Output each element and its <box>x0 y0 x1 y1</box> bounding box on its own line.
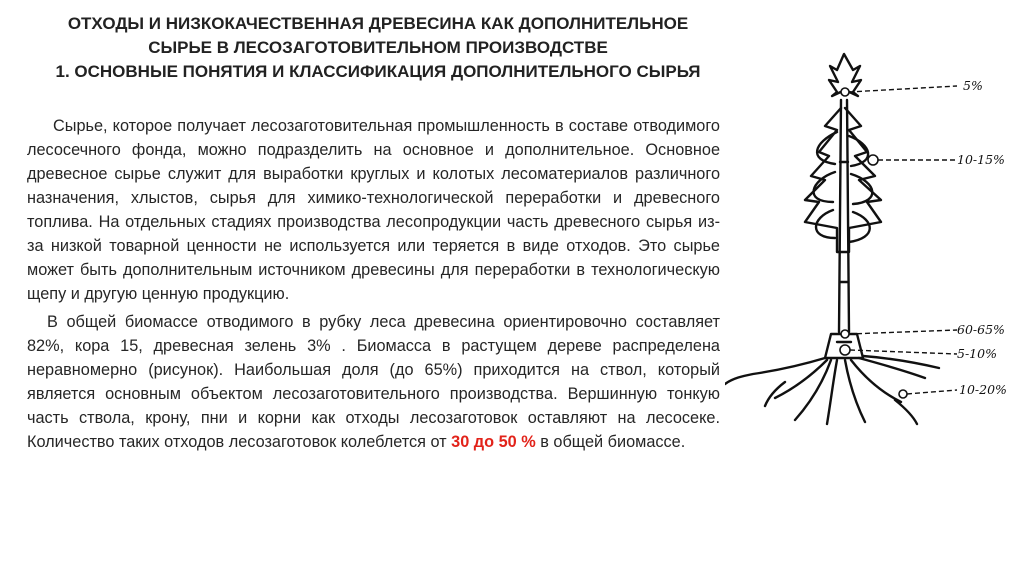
marker-crown <box>868 155 878 165</box>
marker-top <box>841 88 849 96</box>
label-top: 5% <box>963 78 983 93</box>
paragraph-2-tail: в общей биомассе. <box>535 433 686 451</box>
title-line-2: СЫРЬЕ В ЛЕСОЗАГОТОВИТЕЛЬНОМ ПРОИЗВОДСТВЕ <box>148 38 608 57</box>
title-line-3: 1. ОСНОВНЫЕ ПОНЯТИЯ И КЛАССИФИКАЦИЯ ДОПОЛНИТЕЛЬНОГО СЫРЬЯ <box>55 62 701 81</box>
label-crown: 10-15% <box>957 152 1005 167</box>
tree-biomass-diagram <box>725 52 1020 452</box>
paragraph-2-text: В общей биомассе отводимого в рубку леса древесина ориентировочно составляет 82%, кора 15, древесная зелень 3% . Биомасса в растущем дереве распределена неравномерно (рисунок). Наибольшая доля (до 65%) приходится на ствол, который является основным объектом лесозаготовительного производства. Вершинную тонкую часть ствола, крону, пни и корни как отходы лесозаготовок оставляют на лесосеке. Количество таких отходов лесозаготовок колеблется от <box>27 313 720 451</box>
body-text <box>27 114 720 454</box>
tree-roots <box>725 356 939 424</box>
marker-trunk <box>841 330 849 338</box>
tree-trunk <box>839 100 849 332</box>
left-branches <box>814 132 837 238</box>
marker-stump <box>840 345 850 355</box>
marker-roots <box>899 390 907 398</box>
label-trunk: 60-65% <box>957 322 1005 337</box>
paragraph-1: Сырье, которое получает лесозаготовительная промышленность в составе отводимого лесосечного фонда, можно подразделить на основное и дополнительное. Основное древесное сырье служит для выработки круглых и колотых лесоматериалов различного назначения, хлыстов, сырья для химико-технологической переработки и древесного топлива. На отдельных стадиях производства лесопродукции часть древесного сырья из-за низкой товарной ценности не используется или теряется в виде отходов. Это сырье может быть дополнительным источником древесины для переработки в технологическую щепу и другую ценную продукцию. <box>27 117 720 303</box>
title-line-1: ОТХОДЫ И НИЗКОКАЧЕСТВЕННАЯ ДРЕВЕСИНА КАК ДОПОЛНИТЕЛЬНОЕ <box>67 14 689 33</box>
label-stump: 5-10% <box>957 346 997 361</box>
label-roots: 10-20% <box>959 382 1007 397</box>
paragraph-2 <box>27 310 720 454</box>
waste-range-highlight: 30 до 50 % <box>451 433 536 451</box>
page-title <box>20 12 736 84</box>
